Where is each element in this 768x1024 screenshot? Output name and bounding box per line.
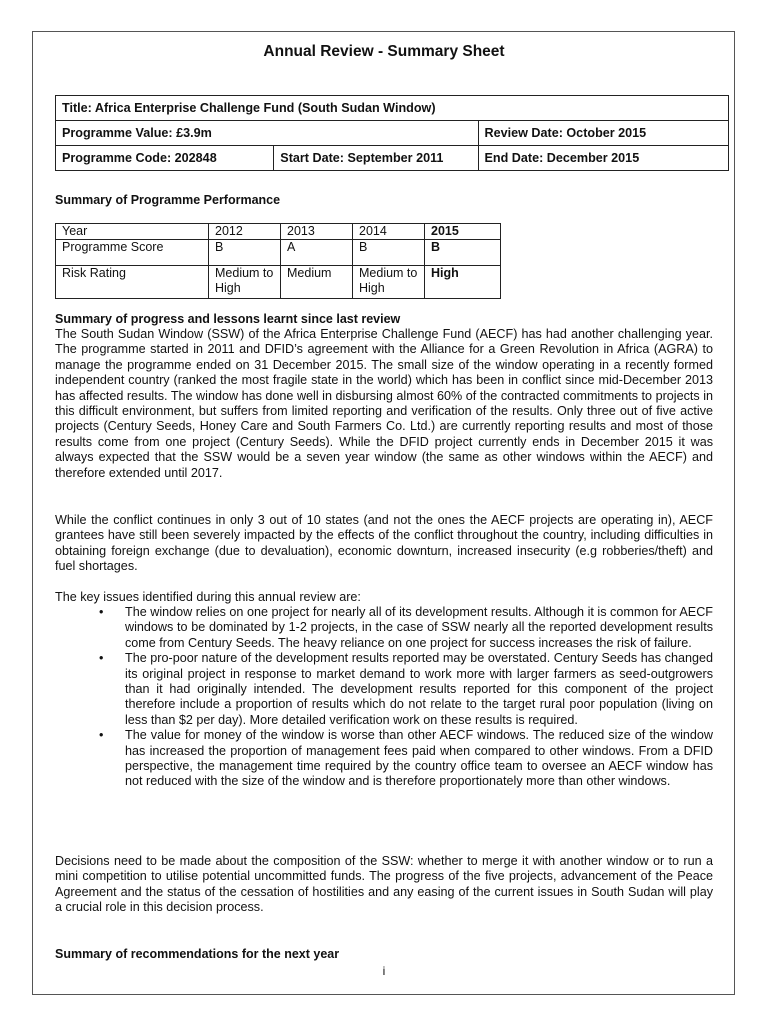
risk-2014: Medium to High [353,266,425,299]
review-date: Review Date: October 2015 [478,121,729,146]
year-2014: 2014 [353,224,425,240]
performance-heading: Summary of Programme Performance [55,193,281,207]
programme-value: Programme Value: £3.9m [56,121,479,146]
programme-info-table [55,95,729,171]
programme-score-row [56,240,501,266]
risk-2012: Medium to High [209,266,281,299]
score-2014: B [353,240,425,266]
bullet-icon: • [99,651,104,666]
recommendations-heading: Summary of recommendations for the next year [55,947,340,961]
progress-paragraph-3: Decisions need to be made about the composition of the SSW: whether to merge it with another window or to run a mini competition to utilise potential uncommitted funds. The progress of the five projects, advancement of the Peace Agreement and the status of the cessation of hostilities and any easing of the current issues in South Sudan will play a crucial role in this decision process. [55,854,713,915]
year-2013: 2013 [281,224,353,240]
year-2012: 2012 [209,224,281,240]
programme-code: Programme Code: 202848 [56,146,274,171]
year-2015: 2015 [425,224,501,240]
risk-rating-label: Risk Rating [56,266,209,299]
page-number: i [382,964,386,978]
end-date: End Date: December 2015 [478,146,729,171]
key-issue-item [55,605,713,651]
key-issue-item [55,651,713,728]
year-label: Year [56,224,209,240]
risk-2013: Medium [281,266,353,299]
key-issue-item [55,728,713,790]
progress-paragraph-1: The South Sudan Window (SSW) of the Africa Enterprise Challenge Fund (AECF) has had another challenging year. The programme started in 2011 and DFID’s agreement with the Alliance for a Green Revolution in Africa (AGRA) to manage the programme ended on 31 December 2015. The small size of the window operating in a recently formed independent country (ranked the most fragile state in the world) which has been in conflict since mid-December 2013 has affected results. The window has done well in disbursing almost 60% of the contracted commitments to projects in this difficult environment, but suffers from limited reporting and verification of the results. Only three out of five active projects (Century Seeds, Honey Care and South Farmers Co. Ltd.) are currently reporting results and most of those results come from one project (Century Seeds). While the DFID project currently ends in December 2015 it was always expected that the SSW would be a seven year window (the same as other windows within the AECF) and therefore extended until 2017. [55,327,713,480]
score-2015: B [425,240,501,266]
bullet-icon: • [99,605,104,619]
risk-rating-row [56,266,501,299]
key-issue-text: The pro-poor nature of the development results reported may be overstated. Century Seeds has changed its original project in response to market demand to work more with larger farmers as seed-outgrowers than it had originally intended. The development results reported for this component of the project therefore include a proportion of results which do not relate to the target rural poor population (living on less than $2 per day). More detailed verification work on these results is required. [125,651,713,727]
page-title: Annual Review - Summary Sheet [263,43,505,60]
start-date: Start Date: September 2011 [274,146,478,171]
progress-heading: Summary of progress and lessons learnt since last review [55,312,401,326]
key-issue-text: The value for money of the window is worse than other AECF windows. The reduced size of the window has increased the proportion of management fees paid when compared to other windows. From a DFID perspective, the management time required by the country office team to oversee an AECF window has not reduced with the size of the window and is therefore proportionately more than other windows. [125,728,713,789]
key-issues-list [55,605,713,790]
programme-score-label: Programme Score [56,240,209,266]
performance-header-row [56,224,501,240]
performance-table [55,223,501,299]
progress-paragraph-2: While the conflict continues in only 3 out of 10 states (and not the ones the AECF projects are operating in), AECF grantees have still been severely impacted by the effects of the conflict throughout the country, including difficulties in obtaining foreign exchange (due to devaluation), economic downturn, increased insecurity (e.g robberies/theft) and fuel shortages. [55,513,713,574]
score-2012: B [209,240,281,266]
key-issues-intro: The key issues identified during this annual review are: [55,590,361,604]
key-issue-text: The window relies on one project for nearly all of its development results. Although it is common for AECF windows to be dominated by 1-2 projects, in the case of SSW nearly all the reported development results come from Century Seeds. The heavy reliance on one project for success increases the risk of failure. [125,605,713,650]
programme-title: Title: Africa Enterprise Challenge Fund (South Sudan Window) [56,96,729,121]
risk-2015: High [425,266,501,299]
bullet-icon: • [99,728,104,743]
score-2013: A [281,240,353,266]
